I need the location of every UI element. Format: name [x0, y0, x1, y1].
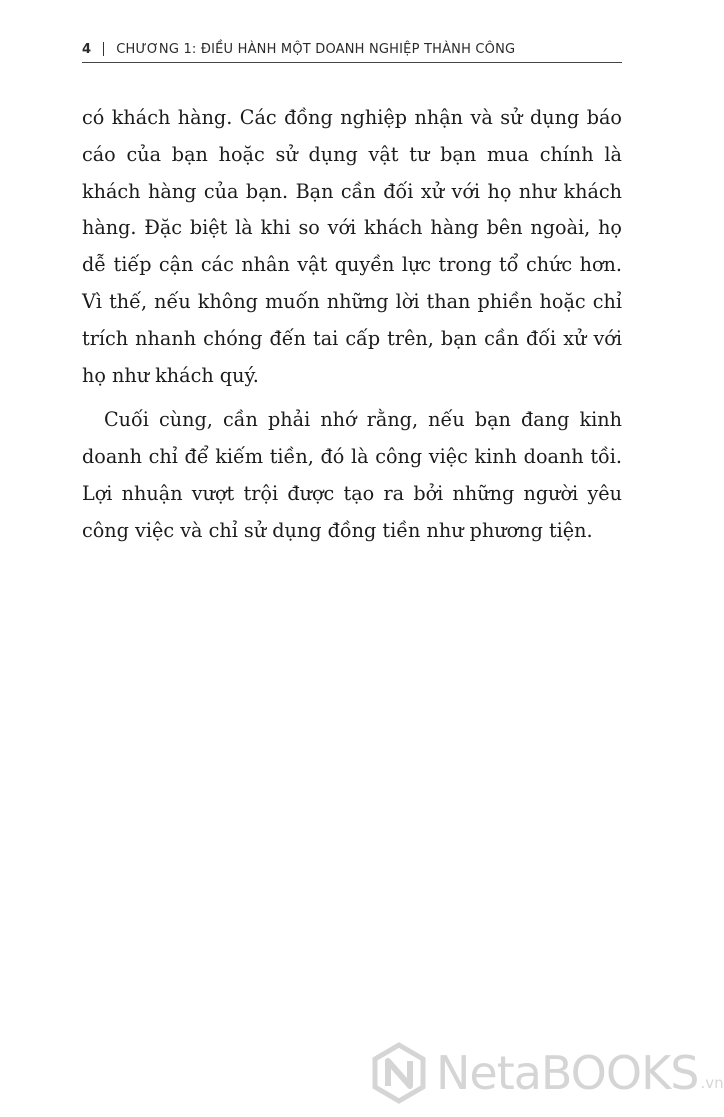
- watermark: [368, 1040, 724, 1106]
- paragraph-1: có khách hàng. Các đồng nghiệp nhận và sử dụng báo cáo của bạn hoặc sử dụng vật tư bạn mua chính là khách hàng của bạn. Bạn cần đối xử với họ như khách hàng. Đặc biệt là khi so với khách hàng bên ngoài, họ dễ tiếp cận các nhân vật quyền lực trong tổ chức hơn. Vì thế, nếu không muốn những lời than phiền hoặc chỉ trích nhanh chóng đến tai cấp trên, bạn cần đối xử với họ như khách quý.: [82, 106, 622, 387]
- paragraph-2: Cuối cùng, cần phải nhớ rằng, nếu bạn đang kinh doanh chỉ để kiếm tiền, đó là công việc kinh doanh tồi. Lợi nhuận vượt trội được tạo ra bởi những người yêu công việc và chỉ sử dụng đồng tiền như phương tiện.: [82, 408, 622, 542]
- running-header: [82, 38, 622, 60]
- netabooks-logo-icon: [368, 1042, 430, 1104]
- watermark-brand: NetaBOOKS: [436, 1046, 699, 1100]
- chapter-title: CHƯƠNG 1: ĐIỀU HÀNH MỘT DOANH NGHIỆP THÀNH CÔNG: [116, 41, 516, 57]
- page-number: 4: [82, 41, 92, 57]
- header-rule: [82, 62, 622, 63]
- watermark-tld: .vn: [700, 1074, 724, 1092]
- page-body: [82, 100, 622, 558]
- header-separator: [103, 42, 104, 56]
